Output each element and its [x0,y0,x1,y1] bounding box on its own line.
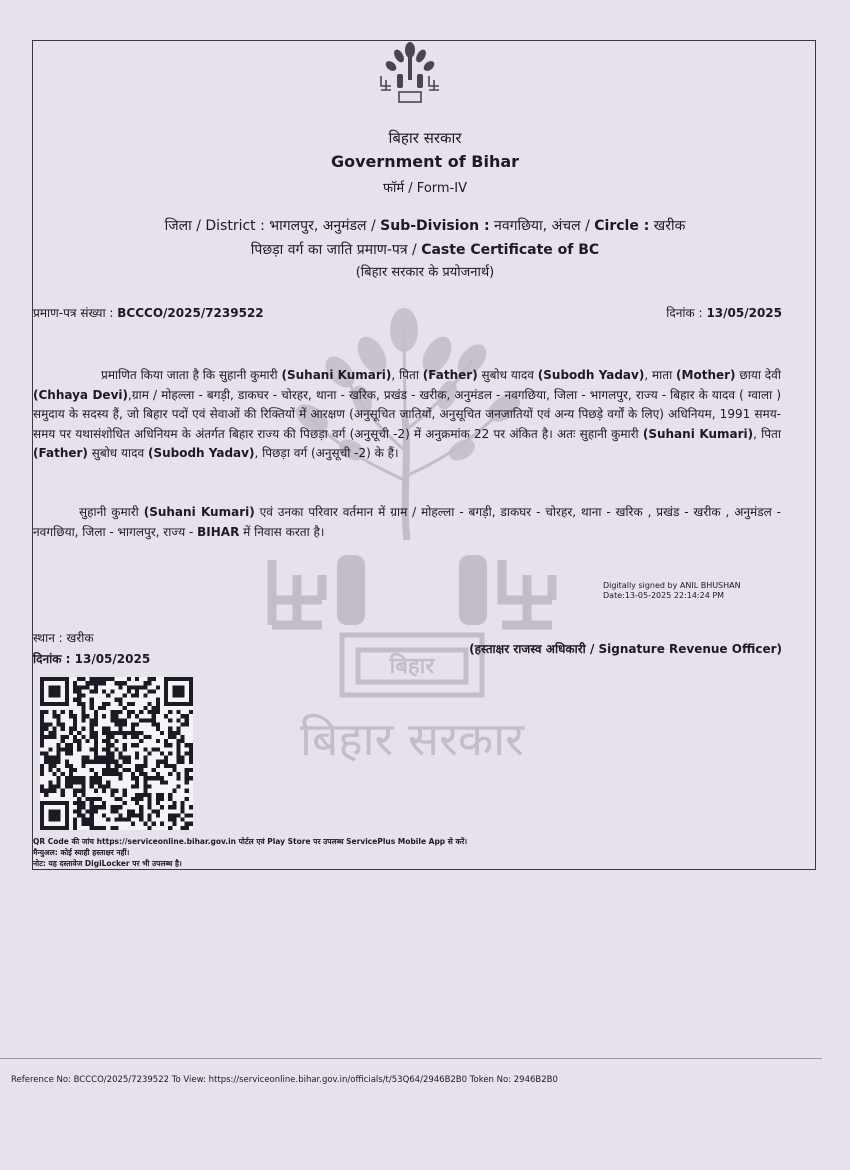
text: , पिता [753,426,781,441]
text: , माता [644,368,673,382]
mother-name-english: (Chhaya Devi) [33,387,128,402]
circle-label: Circle : [594,218,650,234]
district-value: भागलपुर, अनुमंडल / [269,218,376,234]
watermark-emblem-text: बिहार [389,654,435,679]
certificate-number [33,304,264,321]
text: , पिता [391,368,419,382]
header-form-number: फॉर्म / Form-IV [383,181,467,196]
bihar-emblem-icon [375,42,445,104]
label-father: (Father) [33,446,88,460]
certificate-number-value: BCCCO/2025/7239522 [117,306,264,320]
footer-divider [0,1058,822,1059]
reference-footer: Reference No: BCCCO/2025/7239522 To View: https://serviceonline.bihar.gov.in/officials/t/53Q64/2946B2B0 Token No: 2946B2B0 [11,1075,558,1085]
text: ,ग्राम / मोहल्ला - बगड़ी, डाकघर - चोरहर, थाना - खरिक, प्रखंड - खरीक, अनुमंडल - नवगछिया, जिला - भागलपुर, राज्य - बिहार के यादव ( ग्वाला ) समुदाय के सदस्य हैं, जो बिहार पदों एवं सेवाओं की रिक्तियों में आरक्षण (अनुसूचित जातियों, अनुसूचित जनजातियों एवं अन्य पिछड़े वर्गों के लिए) अधिनियम, 1991 समय-समय पर यथासंशोधित अधिनियम के अंतर्गत बिहार राज्य की पिछड़ा वर्ग (अनुसूची -2) में अनुक्रमांक 22 पर अंकित है। अतः सुहानी कुमारी [33,387,781,441]
certificate-date-label: दिनांक : [666,306,703,320]
verification-notes [33,836,467,869]
name-english: (Suhani Kumari) [281,368,392,382]
certificate-date-value: 13/05/2025 [706,306,782,320]
watermark-text: बिहार सरकार [300,712,524,766]
digital-signature-date: Date:13-05-2025 22:14:24 PM [603,591,725,600]
place-of-issue: स्थान : खरीक [33,631,94,645]
subdivision-value: नवगछिया, अंचल / [494,218,590,234]
state-english: BIHAR [197,524,240,539]
date-of-issue: दिनांक : 13/05/2025 [33,652,151,666]
father-name-hindi: सुबोध यादव [91,446,145,460]
title-english: Caste Certificate of BC [421,242,600,258]
note-digilocker: नोट: यह दस्तावेज DigiLocker पर भी उपलब्ध है। [33,859,182,868]
certificate-title [40,240,810,259]
circle-value: खरीक [653,218,686,234]
certificate-body-paragraph-1 [33,366,781,464]
certificate-body-paragraph-2 [33,503,781,542]
header-district-line [40,216,810,235]
text: एवं उनका परिवार वर्तमान में ग्राम / मोहल्ला - बगड़ी, डाकघर - चोरहर, थाना - खरिक , प्रखंड - खरीक , अनुमंडल - नवगछिया, जिला - भागलपुर, राज्य - [33,505,781,539]
certificate-date [666,304,782,321]
text: , पिछड़ा वर्ग (अनुसूची -2) के हैं। [254,446,399,460]
signature-revenue-officer: (हस्ताक्षर राजस्व अधिकारी / Signature Revenue Officer) [469,642,782,656]
qr-modules [40,677,193,830]
note-qr-verification: QR Code की जांच https://serviceonline.bihar.gov.in पोर्टल एवं Play Store पर उपलब्ध ServicePlus Mobile App से करें। [33,837,468,846]
text: में निवास करता है। [243,524,325,539]
name-english: (Suhani Kumari) [143,505,255,519]
name-english: (Suhani Kumari) [642,426,754,441]
note-manual: मैन्युअल: कोई स्याही हस्ताक्षर नहीं। [33,848,130,857]
header-state-hindi: बिहार सरकार [388,129,462,147]
subdivision-label: Sub-Division : [380,218,490,234]
certificate-purpose: (बिहार सरकार के प्रयोजनार्थ) [355,265,495,280]
header-state-english: Government of Bihar [330,152,520,171]
label-mother: (Mother) [676,368,736,382]
certificate-number-label: प्रमाण-पत्र संख्या : [33,306,114,320]
father-name-english: (Subodh Yadav) [537,368,645,382]
text: प्रमाणित किया जाता है कि सुहानी कुमारी [101,368,278,382]
district-label: जिला / District : [164,218,265,234]
digital-signature [603,581,741,601]
father-name-hindi: सुबोध यादव [481,368,534,382]
digital-signature-signer: Digitally signed by ANIL BHUSHAN [603,581,741,590]
name-hindi: सुहानी कुमारी [79,505,139,519]
father-name-english: (Subodh Yadav) [147,446,255,460]
title-hindi: पिछड़ा वर्ग का जाति प्रमाण-पत्र / [250,242,417,258]
qr-code[interactable] [40,677,193,830]
mother-name-hindi: छाया देवी [739,368,781,382]
label-father: (Father) [422,368,478,382]
